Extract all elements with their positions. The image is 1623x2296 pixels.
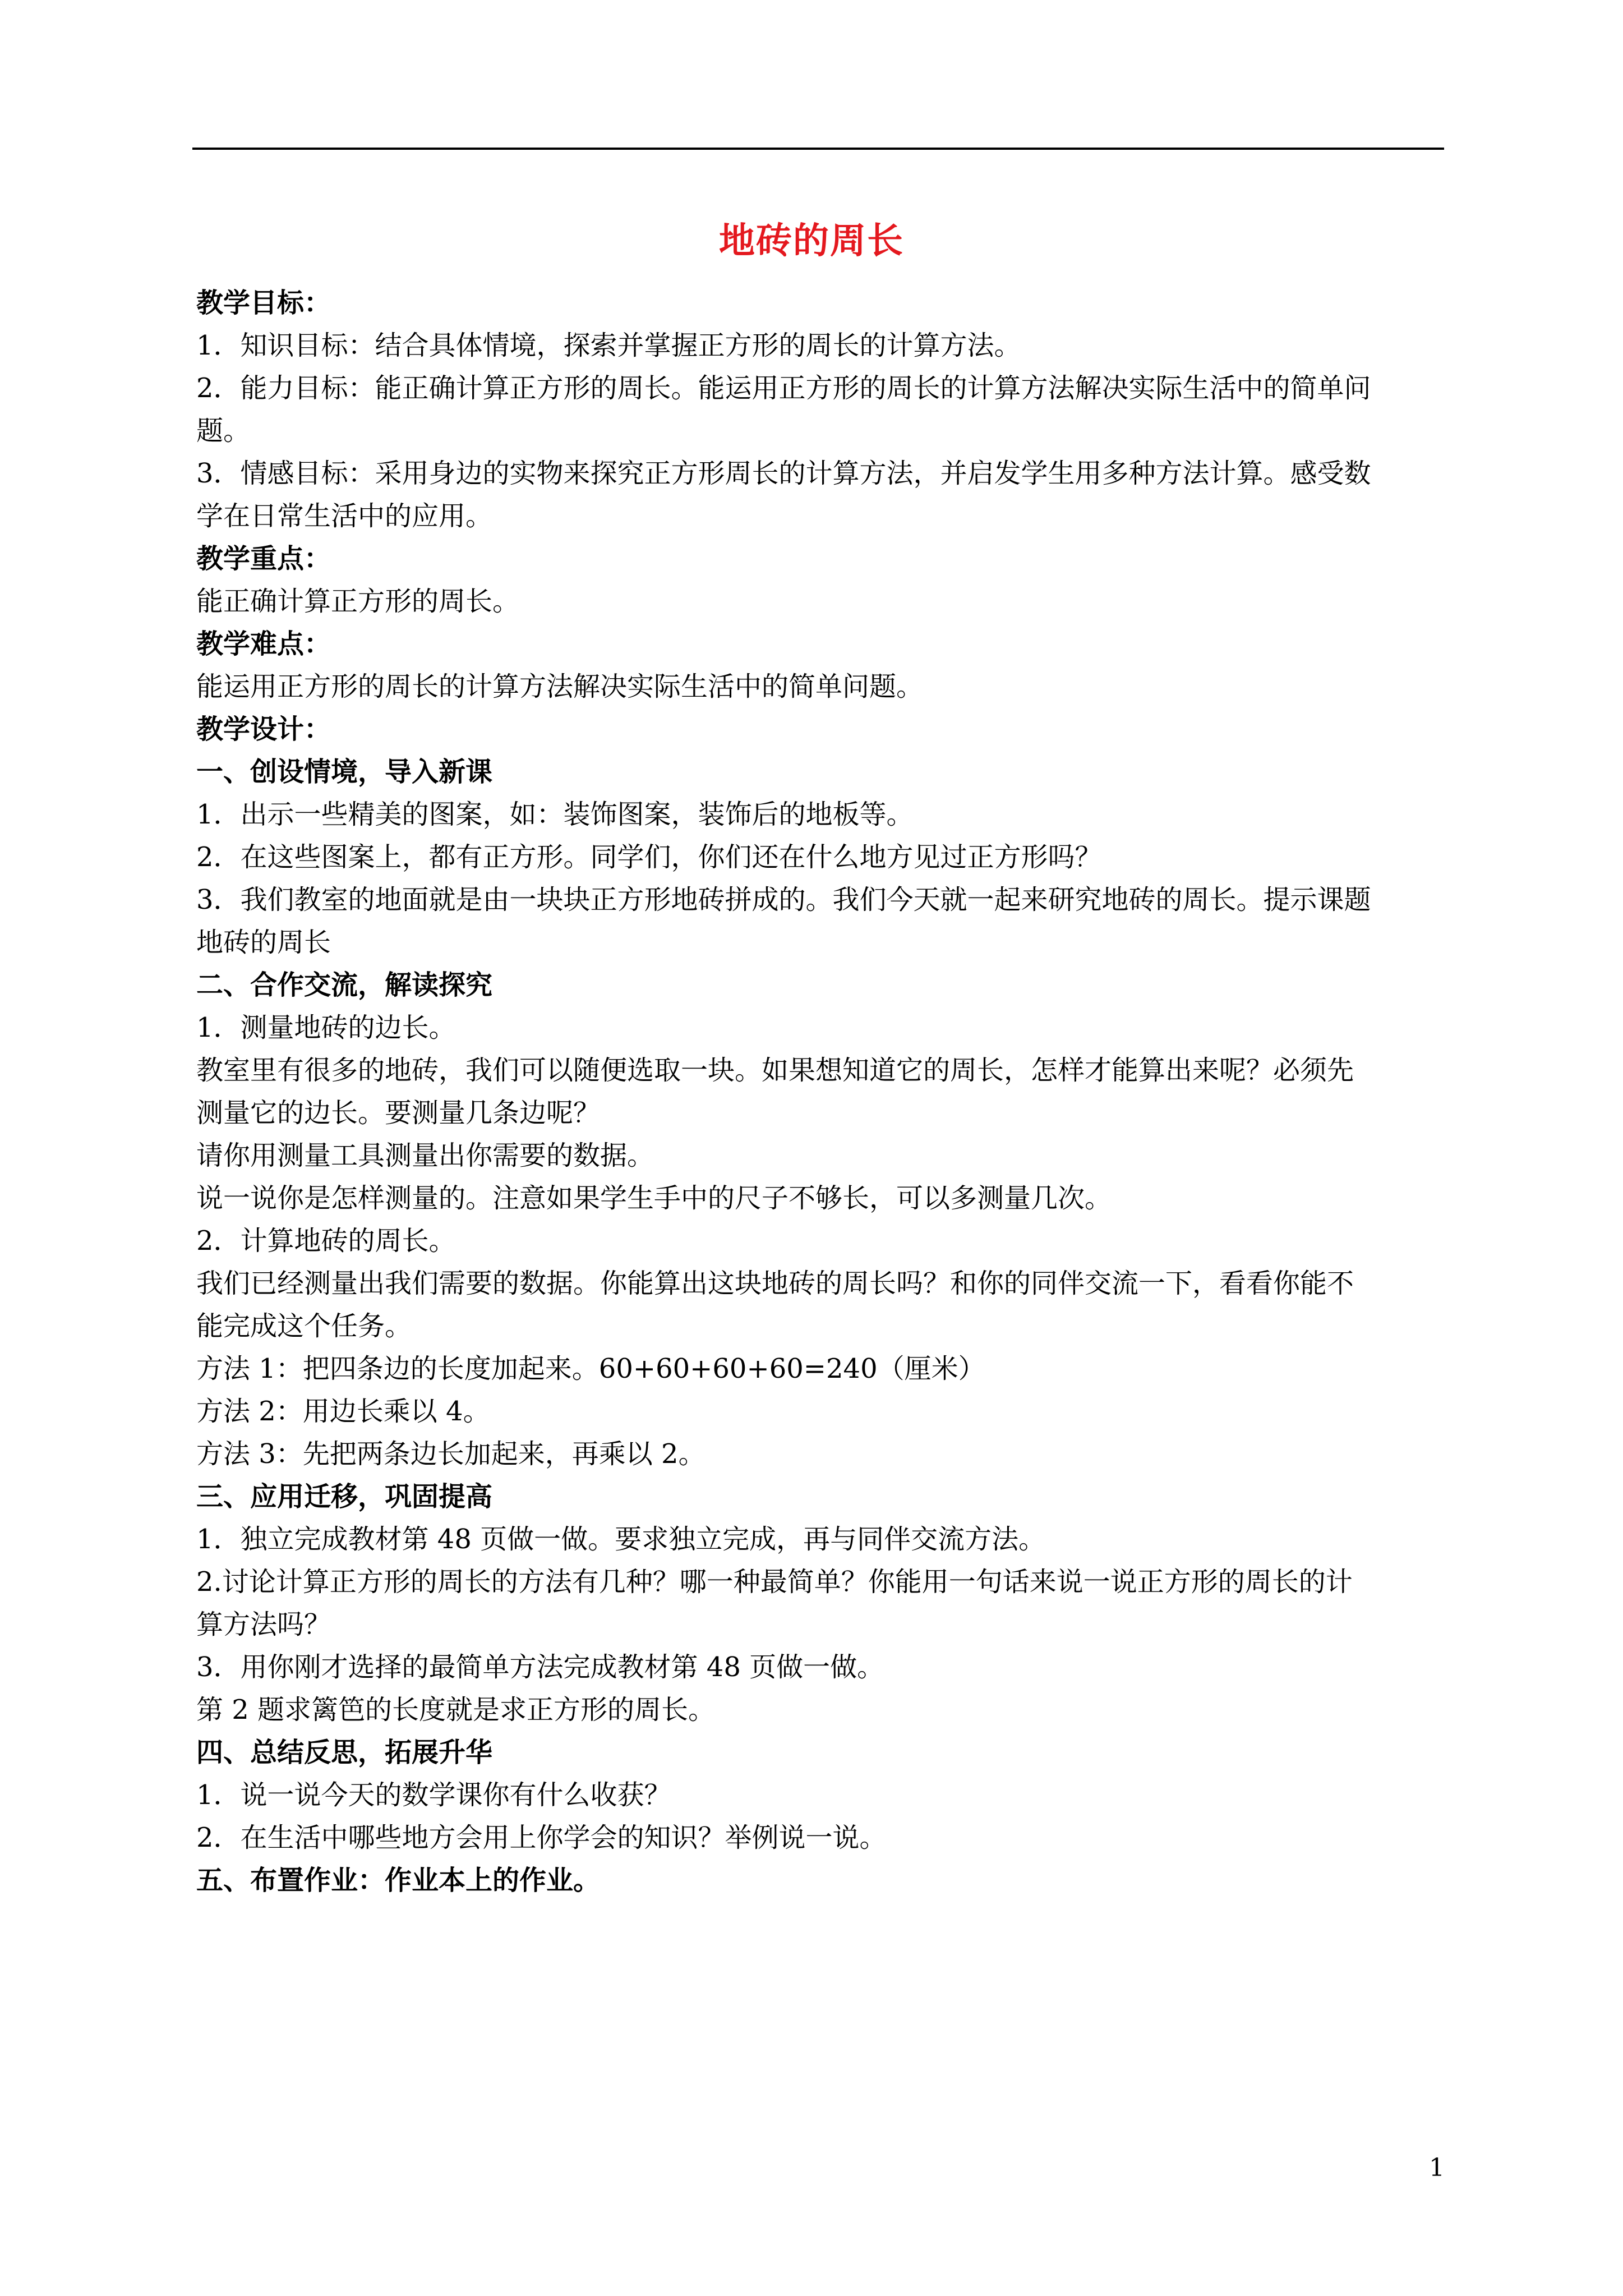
body-line: 题。 [196, 415, 251, 447]
body-line: 1．说一说今天的数学课你有什么收获？ [196, 1779, 671, 1811]
section-heading: 教学设计： [196, 714, 331, 745]
body-line: 方法 2：用边长乘以 4。 [196, 1396, 490, 1427]
body-line: 能完成这个任务。 [196, 1310, 412, 1342]
body-line: 第 2 题求篱笆的长度就是求正方形的周长。 [196, 1694, 716, 1726]
body-line: 算方法吗？ [196, 1609, 331, 1640]
body-line: 1．测量地砖的边长。 [196, 1012, 456, 1043]
body-line: 方法 1：把四条边的长度加起来。60+60+60+60=240（厘米） [196, 1353, 985, 1384]
body-line: 2．在这些图案上，都有正方形。同学们，你们还在什么地方见过正方形吗？ [196, 841, 1102, 873]
section-heading: 教学难点： [196, 628, 331, 660]
body-line: 1．独立完成教材第 48 页做一做。要求独立完成，再与同伴交流方法。 [196, 1524, 1046, 1555]
body-line: 教室里有很多的地砖，我们可以随便选取一块。如果想知道它的周长，怎样才能算出来呢？必须先 [196, 1055, 1354, 1086]
body-line: 学在日常生活中的应用。 [196, 500, 493, 532]
body-line: 说一说你是怎样测量的。注意如果学生手中的尺子不够长，可以多测量几次。 [196, 1182, 1112, 1214]
section-heading: 教学目标： [196, 287, 331, 319]
section-heading: 教学重点： [196, 543, 331, 574]
section-heading: 一、创设情境，导入新课 [196, 756, 493, 788]
section-heading: 三、应用迁移，巩固提高 [196, 1481, 493, 1512]
section-heading: 二、合作交流，解读探究 [196, 969, 493, 1001]
header-rule [192, 148, 1444, 150]
page-number: 1 [1429, 2154, 1445, 2182]
body-line: 2．在生活中哪些地方会用上你学会的知识？举例说一说。 [196, 1822, 887, 1853]
document-title: 地砖的周长 [719, 220, 904, 262]
section-heading: 五、布置作业：作业本上的作业。 [196, 1865, 601, 1896]
body-line: 3．用你刚才选择的最简单方法完成教材第 48 页做一做。 [196, 1651, 884, 1683]
body-line: 能正确计算正方形的周长。 [196, 586, 520, 617]
document-body [196, 282, 1447, 1902]
body-line: 方法 3：先把两条边长加起来，再乘以 2。 [196, 1438, 706, 1470]
body-line: 我们已经测量出我们需要的数据。你能算出这块地砖的周长吗？和你的同伴交流一下，看看你能不 [196, 1268, 1354, 1299]
body-line: 测量它的边长。要测量几条边呢？ [196, 1097, 601, 1129]
body-line: 3．我们教室的地面就是由一块块正方形地砖拼成的。我们今天就一起来研究地砖的周长。提示课题 [196, 884, 1371, 915]
body-line: 能运用正方形的周长的计算方法解决实际生活中的简单问题。 [196, 671, 924, 702]
section-heading: 四、总结反思，拓展升华 [196, 1737, 493, 1768]
body-line: 2．能力目标：能正确计算正方形的周长。能运用正方形的周长的计算方法解决实际生活中的简单问 [196, 372, 1371, 404]
body-line: 地砖的周长 [196, 927, 331, 958]
body-line: 2．计算地砖的周长。 [196, 1225, 456, 1257]
body-line: 1．知识目标：结合具体情境，探索并掌握正方形的周长的计算方法。 [196, 330, 1021, 361]
body-line: 3．情感目标：采用身边的实物来探究正方形周长的计算方法，并启发学生用多种方法计算。感受数 [196, 458, 1371, 489]
body-line: 2.讨论计算正方形的周长的方法有几种？哪一种最简单？你能用一句话来说一说正方形的周长的计 [196, 1566, 1353, 1598]
body-line: 1．出示一些精美的图案，如：装饰图案，装饰后的地板等。 [196, 799, 914, 830]
body-line: 请你用测量工具测量出你需要的数据。 [196, 1140, 654, 1171]
